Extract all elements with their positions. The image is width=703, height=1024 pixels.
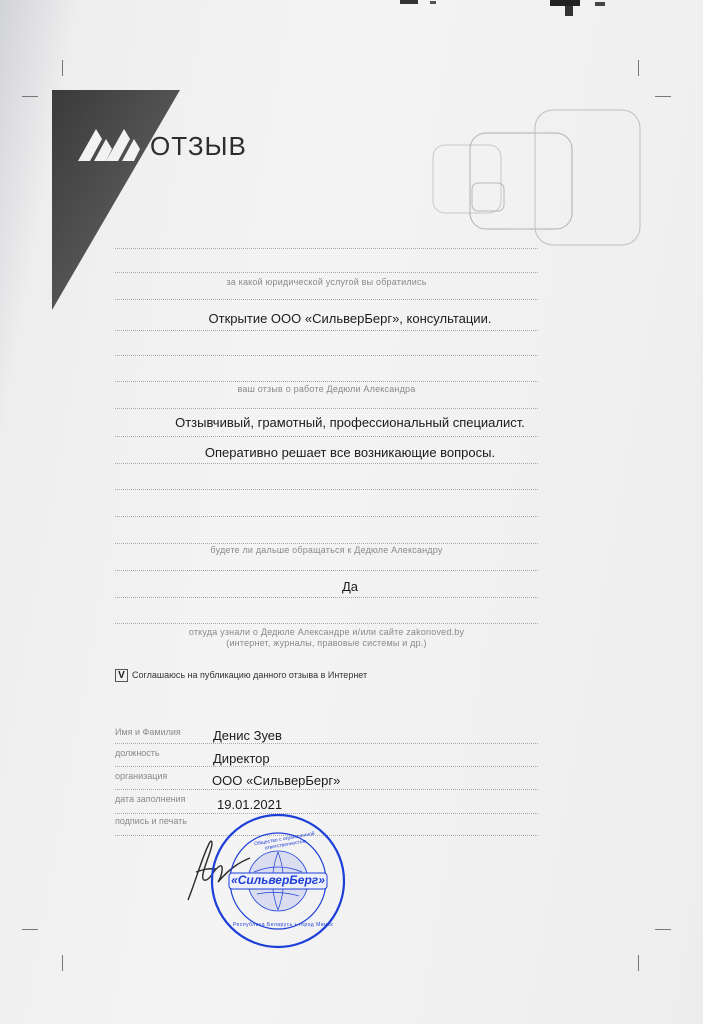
answer-return: Да (341, 579, 359, 594)
scan-artifact (390, 0, 630, 22)
form-line (115, 543, 538, 544)
crop-mark (62, 955, 63, 971)
question-hint: откуда узнали о Дедюле Александре и/или сайте zakonoved.by (188, 627, 465, 637)
question-hint: будете ли дальше обращаться к Дедюле Александру (210, 545, 443, 555)
decorative-squares (430, 105, 660, 255)
answer-service: Открытие ООО «СильверБерг», консультации. (208, 311, 492, 326)
dd-logo-icon (76, 125, 146, 165)
consent-checkbox[interactable]: V (115, 669, 128, 682)
stamp-arc-text: Общество с ограниченной ответственностью (253, 830, 316, 852)
crop-mark (22, 96, 38, 97)
field-label-date: дата заполнения (115, 794, 186, 804)
field-label-name: Имя и Фамилия (115, 727, 181, 737)
field-value-name: Денис Зуев (213, 728, 282, 743)
form-line (115, 766, 538, 767)
consent-label: Соглашаюсь на публикацию данного отзыва в Интернет (132, 670, 368, 680)
field-label-signature: подпись и печать (115, 816, 187, 826)
form-line (115, 789, 538, 790)
form-line (115, 623, 538, 624)
form-line (115, 381, 538, 382)
form-line (115, 272, 538, 273)
crop-mark (638, 60, 639, 76)
form-line (115, 408, 538, 409)
question-hint: за какой юридической услугой вы обратились (226, 277, 427, 287)
answer-review-line-1: Отзывчивый, грамотный, профессиональный специалист. (175, 415, 525, 430)
answer-review-line-2: Оперативно решает все возникающие вопросы. (204, 445, 496, 460)
form-line (115, 330, 538, 331)
form-line (115, 489, 538, 490)
form-line (115, 299, 538, 300)
stamp-company-name: «СильверБерг» (231, 873, 325, 887)
stamp-arc-text: Республика Беларусь • город Минск (232, 922, 334, 928)
field-value-date: 19.01.2021 (217, 797, 283, 812)
field-value-organization: ООО «СильверБерг» (212, 773, 341, 788)
crop-mark (655, 96, 671, 97)
form-line (115, 570, 538, 571)
form-line (115, 516, 538, 517)
question-hint: ваш отзыв о работе Дедюли Александра (237, 384, 416, 394)
form-line (115, 436, 538, 437)
page-title: ОТЗЫВ (150, 131, 247, 161)
form-line (115, 355, 538, 356)
crop-mark (655, 929, 671, 930)
field-label-organization: организация (115, 771, 168, 781)
form-line (115, 463, 538, 464)
crop-mark (638, 955, 639, 971)
field-value-position: Директор (213, 751, 270, 766)
crop-mark (62, 60, 63, 76)
question-hint: (интернет, журналы, правовые системы и др.) (226, 638, 427, 648)
form-line (115, 248, 538, 249)
form-line (115, 743, 538, 744)
field-label-position: должность (115, 748, 160, 758)
form-line (115, 597, 538, 598)
crop-mark (22, 929, 38, 930)
